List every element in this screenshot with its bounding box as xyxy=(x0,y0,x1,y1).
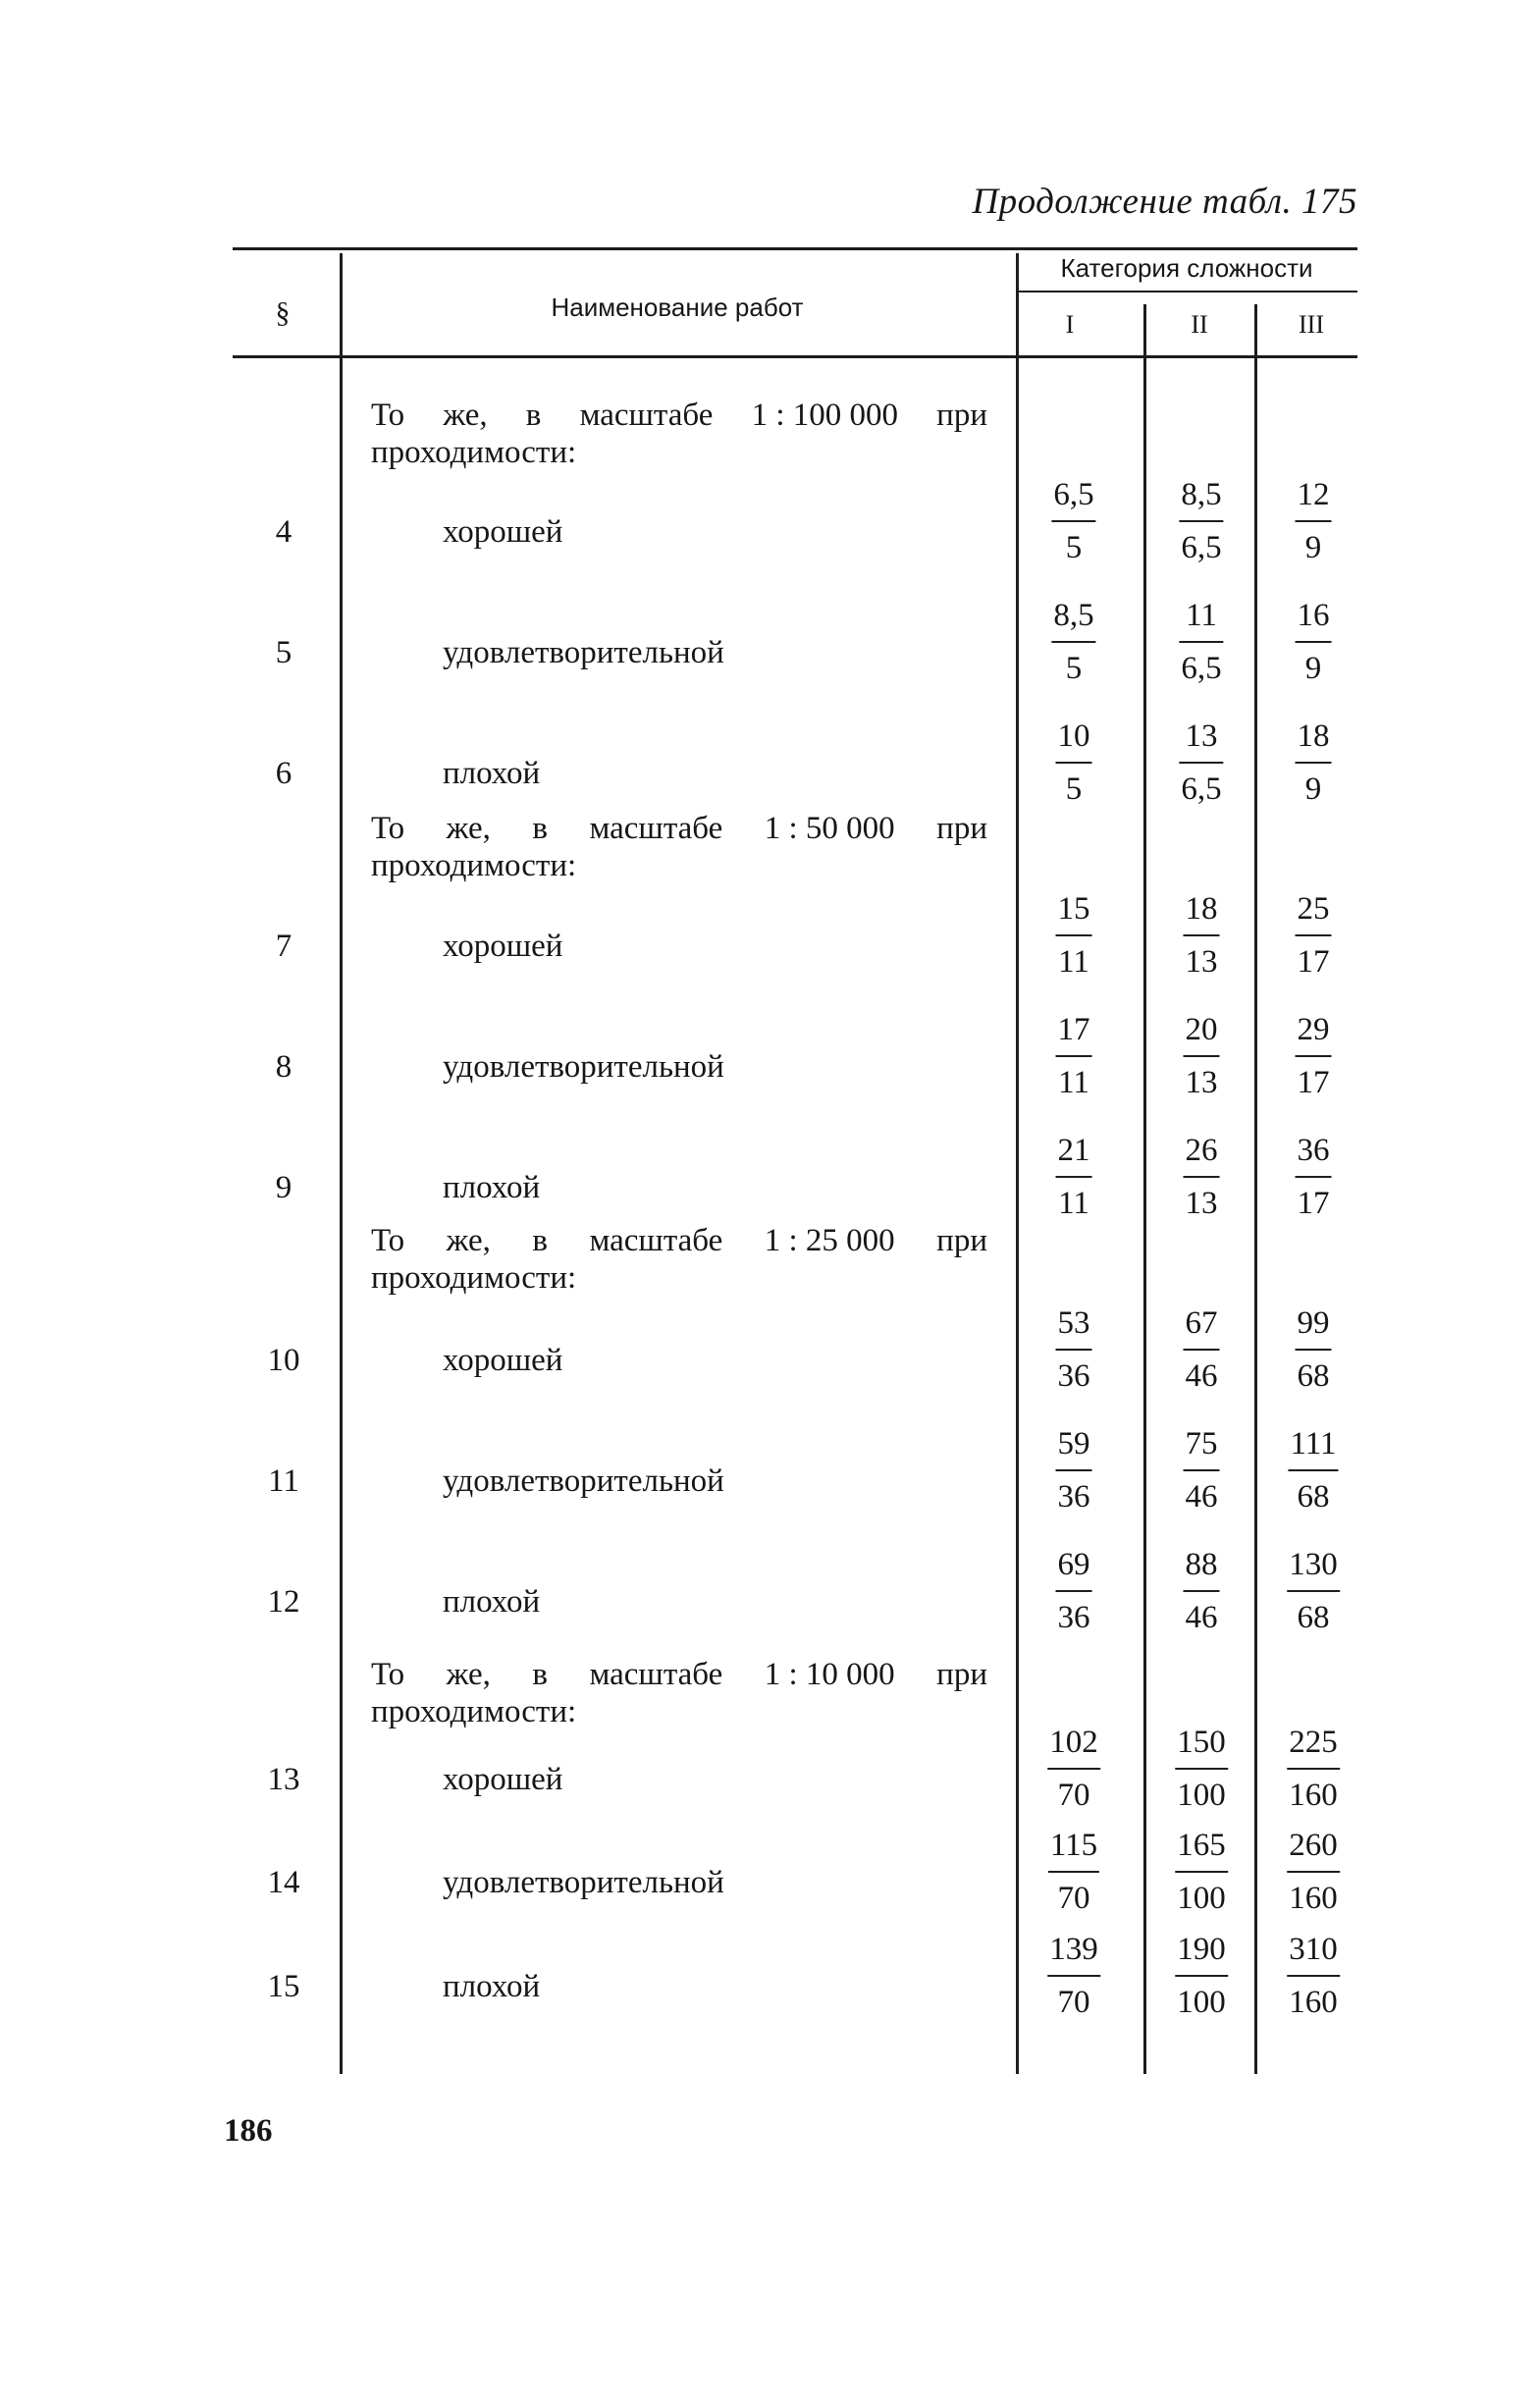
fraction-numerator: 12 xyxy=(1297,477,1330,512)
fraction-bar xyxy=(1287,1768,1340,1770)
table-caption: Продолжение табл. 175 xyxy=(972,182,1357,222)
value-fraction-cat-2 xyxy=(1175,1724,1228,1814)
fraction-bar xyxy=(1047,1768,1100,1770)
header-category-i: I xyxy=(1065,310,1075,339)
fraction-denominator: 6,5 xyxy=(1181,771,1222,807)
scale-ratio: 1 : 100 000 xyxy=(751,398,898,433)
row-number: 5 xyxy=(275,635,292,670)
fraction-bar xyxy=(1296,1055,1332,1057)
scale-word-v: в xyxy=(532,1657,548,1692)
fraction-numerator: 115 xyxy=(1049,1828,1098,1863)
fraction-denominator: 70 xyxy=(1057,1881,1090,1916)
row-number: 7 xyxy=(275,929,292,964)
value-fraction-cat-1 xyxy=(1056,1132,1092,1222)
scale-word-zhe: же, xyxy=(443,398,488,433)
value-fraction-cat-3 xyxy=(1288,1425,1338,1515)
fraction-denominator: 160 xyxy=(1289,1778,1338,1813)
scale-word-prokhod: проходимости: xyxy=(371,1260,577,1296)
fraction-bar xyxy=(1184,1469,1220,1471)
fraction-denominator: 70 xyxy=(1057,1985,1090,2020)
header-section-symbol: § xyxy=(275,296,291,329)
fraction-bar xyxy=(1296,934,1332,936)
fraction-denominator: 160 xyxy=(1289,1881,1338,1916)
value-fraction-cat-3 xyxy=(1296,1304,1332,1395)
value-fraction-cat-3 xyxy=(1296,476,1332,566)
table-top-rule xyxy=(233,247,1357,250)
fraction-bar xyxy=(1175,1975,1228,1977)
value-fraction-cat-3 xyxy=(1287,1724,1340,1814)
fraction-bar xyxy=(1296,520,1332,522)
value-fraction-cat-2 xyxy=(1184,1132,1220,1222)
fraction-numerator: 53 xyxy=(1057,1305,1090,1341)
fraction-denominator: 70 xyxy=(1057,1778,1090,1813)
fraction-numerator: 6,5 xyxy=(1053,477,1094,512)
fraction-numerator: 18 xyxy=(1297,718,1330,754)
fraction-numerator: 88 xyxy=(1185,1547,1218,1582)
row-number: 14 xyxy=(267,1865,300,1900)
scale-word-pri: при xyxy=(936,811,987,846)
fraction-denominator: 36 xyxy=(1057,1479,1090,1515)
fraction-denominator: 68 xyxy=(1297,1358,1330,1394)
row-number: 12 xyxy=(267,1584,300,1620)
fraction-bar xyxy=(1056,762,1092,764)
scale-word-zhe: же, xyxy=(446,1223,491,1258)
row-description: удовлетворительной xyxy=(443,1865,724,1900)
fraction-denominator: 100 xyxy=(1177,1778,1226,1813)
fraction-denominator: 36 xyxy=(1057,1358,1090,1394)
fraction-bar xyxy=(1287,1975,1340,1977)
value-fraction-cat-2 xyxy=(1175,1827,1228,1917)
fraction-bar xyxy=(1175,1871,1228,1873)
value-fraction-cat-1 xyxy=(1056,890,1092,981)
row-number: 15 xyxy=(267,1969,300,2004)
value-fraction-cat-1 xyxy=(1056,1304,1092,1395)
fraction-numerator: 111 xyxy=(1290,1426,1337,1462)
fraction-numerator: 18 xyxy=(1185,891,1218,927)
header-work-name: Наименование работ xyxy=(551,292,804,322)
row-description: удовлетворительной xyxy=(443,1049,724,1085)
fraction-denominator: 6,5 xyxy=(1181,651,1222,686)
value-fraction-cat-3 xyxy=(1296,1132,1332,1222)
value-fraction-cat-1 xyxy=(1056,718,1092,808)
fraction-numerator: 130 xyxy=(1289,1547,1338,1582)
scale-word-v: в xyxy=(532,1223,548,1258)
fraction-numerator: 150 xyxy=(1177,1725,1226,1760)
value-fraction-cat-2 xyxy=(1184,1546,1220,1636)
fraction-denominator: 9 xyxy=(1304,771,1322,807)
scale-word-same: То xyxy=(371,811,405,846)
row-description: хорошей xyxy=(443,514,563,550)
scale-word-prokhod: проходимости: xyxy=(371,1694,577,1729)
row-description: плохой xyxy=(443,1969,541,2004)
fraction-bar xyxy=(1056,1349,1092,1351)
row-number: 10 xyxy=(267,1343,300,1378)
fraction-denominator: 100 xyxy=(1177,1881,1226,1916)
fraction-denominator: 68 xyxy=(1297,1479,1330,1515)
fraction-numerator: 17 xyxy=(1057,1012,1090,1047)
scale-word-v: в xyxy=(525,398,542,433)
value-fraction-cat-2 xyxy=(1179,476,1223,566)
value-fraction-cat-3 xyxy=(1287,1546,1340,1636)
fraction-bar xyxy=(1056,934,1092,936)
fraction-denominator: 46 xyxy=(1185,1600,1218,1635)
value-fraction-cat-1 xyxy=(1047,1724,1100,1814)
header-category-ii: II xyxy=(1191,310,1208,339)
row-description: хорошей xyxy=(443,1343,563,1378)
fraction-numerator: 21 xyxy=(1057,1133,1090,1168)
fraction-numerator: 102 xyxy=(1049,1725,1098,1760)
scale-heading xyxy=(371,1222,987,1297)
scale-ratio: 1 : 50 000 xyxy=(764,811,895,846)
value-fraction-cat-1 xyxy=(1056,1546,1092,1636)
fraction-denominator: 17 xyxy=(1297,944,1330,980)
fraction-numerator: 75 xyxy=(1185,1426,1218,1462)
fraction-denominator: 9 xyxy=(1304,530,1322,565)
fraction-bar xyxy=(1056,1055,1092,1057)
fraction-bar xyxy=(1184,1176,1220,1178)
fraction-numerator: 15 xyxy=(1057,891,1090,927)
fraction-bar xyxy=(1179,641,1223,643)
fraction-denominator: 11 xyxy=(1058,944,1089,980)
scale-word-masshtabe: масштабе xyxy=(579,398,714,433)
fraction-numerator: 99 xyxy=(1297,1305,1330,1341)
value-fraction-cat-2 xyxy=(1184,1011,1220,1101)
column-divider-section xyxy=(340,253,343,2074)
scale-word-same: То xyxy=(371,1657,405,1692)
row-description: хорошей xyxy=(443,929,563,964)
fraction-numerator: 20 xyxy=(1185,1012,1218,1047)
scale-ratio: 1 : 10 000 xyxy=(764,1657,895,1692)
scale-word-pri: при xyxy=(936,398,987,433)
value-fraction-cat-2 xyxy=(1175,1931,1228,2021)
row-description: плохой xyxy=(443,756,541,791)
fraction-bar xyxy=(1296,1349,1332,1351)
row-description: хорошей xyxy=(443,1762,563,1797)
category-header-rule xyxy=(1016,291,1357,292)
row-number: 11 xyxy=(268,1463,299,1499)
value-fraction-cat-1 xyxy=(1056,1425,1092,1515)
value-fraction-cat-2 xyxy=(1184,890,1220,981)
fraction-bar xyxy=(1179,762,1223,764)
row-number: 9 xyxy=(275,1170,292,1205)
header-bottom-rule xyxy=(233,355,1357,358)
page-number: 186 xyxy=(224,2113,273,2149)
fraction-numerator: 13 xyxy=(1185,718,1218,754)
fraction-bar xyxy=(1184,1590,1220,1592)
row-number: 8 xyxy=(275,1049,292,1085)
fraction-denominator: 5 xyxy=(1065,771,1083,807)
row-description: плохой xyxy=(443,1170,541,1205)
fraction-denominator: 5 xyxy=(1065,651,1083,686)
value-fraction-cat-2 xyxy=(1184,1304,1220,1395)
value-fraction-cat-3 xyxy=(1296,890,1332,981)
row-description: удовлетворительной xyxy=(443,1463,724,1499)
row-description: удовлетворительной xyxy=(443,635,724,670)
fraction-denominator: 100 xyxy=(1177,1985,1226,2020)
fraction-bar xyxy=(1288,1469,1338,1471)
fraction-bar xyxy=(1287,1871,1340,1873)
fraction-denominator: 36 xyxy=(1057,1600,1090,1635)
scale-word-pri: при xyxy=(936,1223,987,1258)
fraction-numerator: 10 xyxy=(1057,718,1090,754)
value-fraction-cat-1 xyxy=(1051,476,1095,566)
scale-word-zhe: же, xyxy=(446,1657,491,1692)
fraction-numerator: 8,5 xyxy=(1053,598,1094,633)
fraction-denominator: 6,5 xyxy=(1181,530,1222,565)
fraction-numerator: 165 xyxy=(1177,1828,1226,1863)
scale-word-same: То xyxy=(371,1223,405,1258)
fraction-numerator: 29 xyxy=(1297,1012,1330,1047)
scale-word-pri: при xyxy=(936,1657,987,1692)
value-fraction-cat-3 xyxy=(1296,597,1332,687)
scale-word-same: То xyxy=(371,398,405,433)
fraction-denominator: 5 xyxy=(1065,530,1083,565)
value-fraction-cat-2 xyxy=(1179,718,1223,808)
fraction-denominator: 11 xyxy=(1058,1186,1089,1221)
fraction-bar xyxy=(1184,934,1220,936)
fraction-denominator: 11 xyxy=(1058,1065,1089,1100)
fraction-numerator: 11 xyxy=(1186,598,1217,633)
value-fraction-cat-1 xyxy=(1051,597,1095,687)
fraction-denominator: 13 xyxy=(1185,944,1218,980)
column-divider-cat-2 xyxy=(1254,304,1257,2074)
fraction-bar xyxy=(1184,1055,1220,1057)
scale-heading xyxy=(371,1656,987,1730)
value-fraction-cat-2 xyxy=(1184,1425,1220,1515)
fraction-bar xyxy=(1296,641,1332,643)
fraction-numerator: 225 xyxy=(1289,1725,1338,1760)
fraction-denominator: 46 xyxy=(1185,1358,1218,1394)
row-number: 13 xyxy=(267,1762,300,1797)
value-fraction-cat-3 xyxy=(1287,1827,1340,1917)
fraction-bar xyxy=(1056,1590,1092,1592)
fraction-bar xyxy=(1056,1469,1092,1471)
scale-heading xyxy=(371,810,987,884)
fraction-numerator: 67 xyxy=(1185,1305,1218,1341)
fraction-bar xyxy=(1179,520,1223,522)
fraction-denominator: 68 xyxy=(1297,1600,1330,1635)
value-fraction-cat-1 xyxy=(1048,1827,1099,1917)
scale-ratio: 1 : 25 000 xyxy=(764,1223,895,1258)
value-fraction-cat-1 xyxy=(1047,1931,1100,2021)
value-fraction-cat-2 xyxy=(1179,597,1223,687)
fraction-bar xyxy=(1048,1871,1099,1873)
scale-word-masshtabe: масштабе xyxy=(589,1657,723,1692)
fraction-bar xyxy=(1056,1176,1092,1178)
fraction-numerator: 36 xyxy=(1297,1133,1330,1168)
row-description: плохой xyxy=(443,1584,541,1620)
scale-word-v: в xyxy=(532,811,548,846)
fraction-denominator: 17 xyxy=(1297,1065,1330,1100)
fraction-denominator: 17 xyxy=(1297,1186,1330,1221)
fraction-denominator: 13 xyxy=(1185,1186,1218,1221)
fraction-bar xyxy=(1184,1349,1220,1351)
scale-word-prokhod: проходимости: xyxy=(371,435,577,470)
value-fraction-cat-3 xyxy=(1296,718,1332,808)
fraction-numerator: 8,5 xyxy=(1181,477,1222,512)
fraction-bar xyxy=(1051,641,1095,643)
fraction-denominator: 160 xyxy=(1289,1985,1338,2020)
fraction-numerator: 59 xyxy=(1057,1426,1090,1462)
row-number: 6 xyxy=(275,756,292,791)
value-fraction-cat-3 xyxy=(1287,1931,1340,2021)
fraction-bar xyxy=(1047,1975,1100,1977)
fraction-bar xyxy=(1296,762,1332,764)
fraction-denominator: 46 xyxy=(1185,1479,1218,1515)
row-number: 4 xyxy=(275,514,292,550)
fraction-numerator: 69 xyxy=(1057,1547,1090,1582)
fraction-numerator: 25 xyxy=(1297,891,1330,927)
value-fraction-cat-1 xyxy=(1056,1011,1092,1101)
value-fraction-cat-3 xyxy=(1296,1011,1332,1101)
fraction-numerator: 260 xyxy=(1289,1828,1338,1863)
scale-word-masshtabe: масштабе xyxy=(589,811,723,846)
scale-word-zhe: же, xyxy=(446,811,491,846)
scale-heading xyxy=(371,397,987,471)
fraction-denominator: 9 xyxy=(1304,651,1322,686)
column-divider-name xyxy=(1016,253,1019,2074)
fraction-numerator: 139 xyxy=(1049,1932,1098,1967)
fraction-bar xyxy=(1175,1768,1228,1770)
fraction-numerator: 190 xyxy=(1177,1932,1226,1967)
fraction-bar xyxy=(1287,1590,1340,1592)
scale-word-prokhod: проходимости: xyxy=(371,848,577,883)
fraction-numerator: 310 xyxy=(1289,1932,1338,1967)
fraction-denominator: 13 xyxy=(1185,1065,1218,1100)
header-category-iii: III xyxy=(1299,310,1324,339)
fraction-numerator: 16 xyxy=(1297,598,1330,633)
header-category: Категория сложности xyxy=(1060,253,1313,283)
fraction-bar xyxy=(1296,1176,1332,1178)
scale-word-masshtabe: масштабе xyxy=(589,1223,723,1258)
fraction-numerator: 26 xyxy=(1185,1133,1218,1168)
fraction-bar xyxy=(1051,520,1095,522)
column-divider-cat-1 xyxy=(1143,304,1146,2074)
